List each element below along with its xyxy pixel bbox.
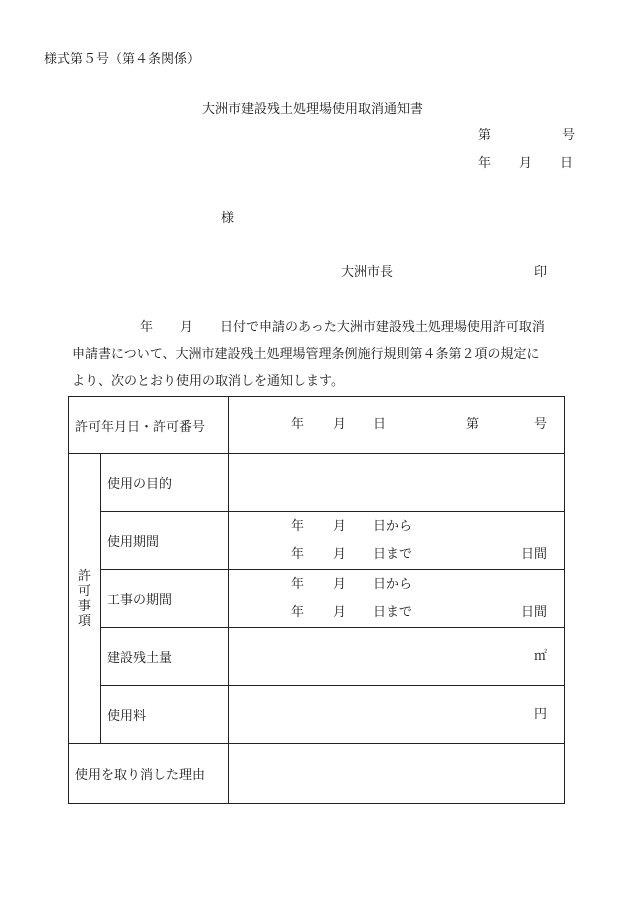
fee-row — [69, 686, 565, 744]
soil-volume-value[interactable] — [229, 628, 565, 686]
soil-volume-label — [101, 628, 229, 686]
construction-from-day: 日から — [373, 577, 413, 592]
permit-items-group-label — [69, 454, 101, 744]
construction-to-year: 年 — [291, 605, 305, 620]
usage-period-value[interactable] — [229, 512, 565, 570]
group-char-1: 許 — [77, 568, 91, 584]
permit-no-suffix: 号 — [534, 417, 548, 432]
permit-row — [69, 397, 565, 454]
document-title: 大洲市建設残土処理場使用取消通知書 — [202, 102, 424, 117]
permit-month: 月 — [333, 417, 347, 432]
cancellation-form-table — [68, 396, 565, 804]
fee-unit: 円 — [534, 707, 548, 722]
body-line3: より、次のとおり使用の取消しを通知します。 — [72, 374, 344, 389]
period-to-month: 月 — [333, 547, 347, 562]
period-from-year: 年 — [291, 519, 305, 534]
construction-to-month: 月 — [333, 605, 347, 620]
seal-mark: 印 — [534, 265, 548, 280]
construction-from-month: 月 — [333, 577, 347, 592]
usage-period-label-text: 使用期間 — [107, 535, 160, 550]
construction-period-value[interactable] — [229, 570, 565, 628]
soil-volume-unit: ㎡ — [534, 649, 548, 664]
reason-label — [69, 744, 229, 804]
date-year: 年 — [478, 156, 492, 171]
body-line2: 申請書について、大洲市建設残土処理場管理条例施行規則第４条第２項の規定に — [72, 347, 540, 362]
permit-day: 日 — [373, 417, 387, 432]
reason-label-text: 使用を取り消した理由 — [75, 768, 206, 783]
period-from-month: 月 — [333, 519, 347, 534]
purpose-row — [69, 454, 565, 512]
construction-days-unit: 日間 — [521, 605, 548, 620]
group-char-3: 事 — [77, 598, 91, 614]
purpose-value[interactable] — [229, 454, 565, 512]
doc-number-suffix: 号 — [562, 128, 576, 143]
reason-value[interactable] — [229, 744, 565, 804]
purpose-label — [101, 454, 229, 512]
soil-volume-label-text: 建設残土量 — [107, 651, 173, 666]
addressee-honorific: 様 — [221, 211, 235, 226]
period-to-day: 日まで — [373, 547, 413, 562]
permit-value[interactable] — [229, 397, 565, 454]
permit-label — [69, 397, 229, 454]
permit-no-prefix: 第 — [466, 417, 480, 432]
group-char-4: 項 — [77, 613, 91, 629]
permit-year: 年 — [291, 417, 305, 432]
group-char-2: 可 — [77, 583, 91, 599]
construction-period-label-text: 工事の期間 — [107, 593, 173, 608]
permit-label-text: 許可年月日・許可番号 — [75, 419, 206, 435]
issuer-name: 大洲市長 — [341, 265, 394, 280]
form-number: 様式第５号（第４条関係） — [44, 52, 201, 67]
date-day: 日 — [560, 156, 574, 171]
doc-number-prefix: 第 — [478, 128, 492, 143]
usage-period-row — [69, 512, 565, 570]
construction-period-label — [101, 570, 229, 628]
construction-from-year: 年 — [291, 577, 305, 592]
period-to-year: 年 — [291, 547, 305, 562]
usage-period-label — [101, 512, 229, 570]
date-month: 月 — [519, 156, 533, 171]
fee-label — [101, 686, 229, 744]
construction-period-row — [69, 570, 565, 628]
period-days-unit: 日間 — [521, 547, 548, 562]
fee-label-text: 使用料 — [107, 709, 147, 724]
soil-volume-row — [69, 628, 565, 686]
fee-value[interactable] — [229, 686, 565, 744]
construction-to-day: 日まで — [373, 605, 413, 620]
reason-row — [69, 744, 565, 804]
body-month: 月 — [180, 320, 194, 335]
body-year: 年 — [140, 320, 154, 335]
period-from-day: 日から — [373, 519, 413, 534]
body-line1: 日付で申請のあった大洲市建設残土処理場使用許可取消 — [220, 320, 545, 335]
purpose-label-text: 使用の目的 — [107, 477, 173, 492]
